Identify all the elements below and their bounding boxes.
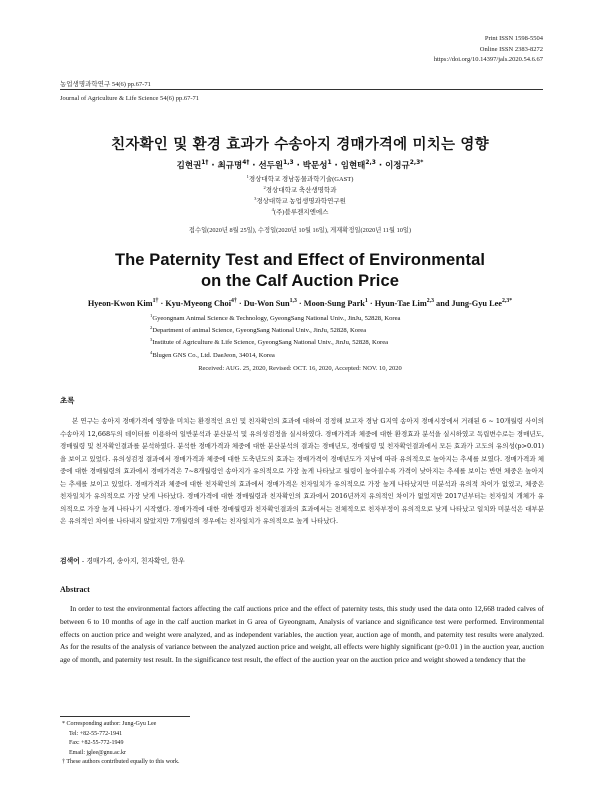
english-dates: Received: AUG. 25, 2020, Revised: OCT. 16, 2020, Accepted: NOV. 10, 2020 [198,365,402,372]
footnote-tel: Tel: +82-55-772-1941 [69,730,123,737]
en-affiliation-text: Gyeongnam Animal Science & Technology, GyeongSang National Univ., JinJu, 52828, Korea [152,315,401,322]
en-author-sup: 2,3* [502,298,513,305]
en-journal-ref: Journal of Agriculture & Life Science 54(6) pp.67-71 [60,95,199,102]
korean-abstract-heading: 초록 [60,396,75,405]
korean-affiliations [0,174,600,218]
en-affiliation-text: Blugen GNS Co., Ltd. DaeJeon, 34014, Korea [152,351,275,359]
kr-author-sep: · [375,161,386,171]
kr-affiliation [0,207,600,218]
korean-dates: 접수일(2020년 8월 25일), 수정일(2020년 10월 16일), 게재확정일(2020년 11월 10일) [188,227,412,234]
keywords-list: - 경매가격, 송아지, 친자확인, 한우 [79,557,185,565]
en-author-sep: · [367,299,375,308]
english-title-line2: on the Calf Auction Price [200,272,400,290]
en-author-sup: 2,3 [426,298,434,305]
en-author-name: Kyu-Myeong Choi [165,299,231,308]
kr-affiliation-text: (주)블루젠지엔에스 [273,209,329,216]
en-author-name: Jung-Gyu Lee [451,299,502,308]
kr-author-name: 임현태 [340,161,366,171]
en-author-name: Moon-Sung Park [303,299,365,308]
en-affiliation-num: 3 [150,337,153,343]
en-author-sup: 1 [364,298,368,305]
kr-author-sup: 1† [201,159,209,167]
english-abstract: In order to test the environmental factors affecting the calf auctions price and the effect of paternity tests, this study used the data onto 12,668 traded calves of between 6 to 10 months of age in the calf auction market in G area of Gyeongnam, Analysis of variance and significance test were performed. Environmental effects on auction price and weight were analyzed, and as independent variables, the auction year, auction age of month, and paternity test results were analyzed. As for the results of the analysis of variance between the analyzed auction price and weight, all effects were highly significant (p>0.01 ) in the auction year, auction age of month, and paternity test result. In the significance test result, the effect of the auction year on the auction price and weight showed a tendency that the [60,604,544,665]
kr-author-sep: · [293,161,303,171]
en-affiliation [150,325,510,337]
footnote-equal-contribution: † These authors contributed equally to this work. [62,759,180,766]
kr-author-name: 선두원 [258,161,284,171]
kr-author-sup: 1,3 [283,159,294,167]
kr-author-sup: 1 [327,159,332,167]
en-author-sep: · [236,299,244,308]
kr-affiliation-num: 2 [263,184,266,190]
en-affiliation [150,337,510,349]
kr-author-name: 이정규 [385,161,410,171]
kr-journal-ref: 농업생명과학연구 54(6) pp.67-71 [60,81,151,88]
english-affiliations [150,313,510,362]
print-issn: Print ISSN 1598-5504 [484,35,543,42]
online-issn: Online ISSN 2383-8272 [479,45,543,53]
kr-author-sup: 4† [242,159,250,167]
kr-affiliation [0,196,600,207]
footnote-email[interactable]: Email: jglee@gnu.ac.kr [69,749,127,756]
kr-affiliation-num: 4 [271,206,274,212]
english-abstract-heading: Abstract [60,585,90,594]
kr-author-name: 최규명 [217,161,243,171]
en-affiliation [150,313,510,325]
kr-affiliation [0,185,600,196]
kr-affiliation-text: 경상대학교 축산생명학과 [265,187,337,194]
kr-author-sep: · [331,161,341,171]
en-author-sep: and [433,299,452,308]
kr-author-name: 김현권 [176,161,202,171]
kr-affiliation-num: 3 [254,195,257,201]
english-title-line1: The Paternity Test and Effect of Environmental [114,251,486,269]
footnotes [62,720,180,768]
footnote-corresponding: * Corresponding author: Jung-Gyu Lee [62,721,157,727]
kr-author-sup: 2,3 [365,159,376,167]
kr-author-sup: 2,3* [409,159,424,167]
keywords-label: 검색어 [60,557,80,565]
footnote-rule [60,716,190,717]
en-affiliation-text: Institute of Agriculture & Life Science, GyeongSang National Univ., JinJu, 52828, Korea [152,339,389,347]
kr-affiliation-text: 경상대학교 경남동물과학기술(GAST) [248,176,354,183]
en-author-sep: · [296,299,304,308]
en-affiliation-text: Department of animal Science, GyeongSang National Univ., JinJu, 52828, Korea [152,327,367,335]
korean-title: 친자확인 및 환경 효과가 수송아지 경매가격에 미치는 영향 [111,137,489,153]
korean-authors [0,159,600,171]
kr-affiliation-num: 1 [246,173,249,179]
kr-affiliation-text: 경상대학교 농업생명과학연구원 [256,198,346,205]
doi-link[interactable]: https://doi.org/10.14397/jals.2020.54.6.67 [433,56,543,63]
footnote-fax: Fax: +82-55-772-1949 [69,740,124,747]
english-title [0,250,600,292]
en-author-sup: 1† [152,298,159,305]
en-author-sup: 4† [231,298,237,305]
kr-author-sep: · [208,161,218,171]
en-author-name: Hyun-Tae Lim [374,299,427,308]
korean-keywords [60,555,185,565]
en-affiliation-num: 4 [150,349,153,355]
en-affiliation-num: 1 [150,312,153,318]
english-authors [0,299,600,308]
en-author-name: Hyeon-Kwon Kim [87,299,153,308]
kr-author-sep: · [249,161,259,171]
en-author-sep: · [158,299,166,308]
kr-author-name: 박문성 [302,161,328,171]
en-affiliation [150,350,510,362]
en-author-name: Du-Won Sun [243,299,290,308]
en-affiliation-num: 2 [150,325,153,331]
header-rule [60,89,543,90]
korean-abstract: 본 연구는 송아지 경매가격에 영향을 미치는 환경적인 요인 및 친자확인의 효과에 대하여 검정해 보고자 경남 G지역 송아지 경매시장에서 거래된 6 ~ 10개월령 사이의 수송아지 12,668두의 데이터를 이용하여 일반분석과 분산분석 및 유의성검정을 실시하였다. 경매가격과 체중에 대한 환경효과 분석을 실시하였고 독립변수로는 경매년도, 경매월령 및 친자확인결과를 분석하였다. 분석한 경매가격과 체중에 대한 분산분석의 결과는 경매년도, 경매월령 및 친자확인결과에서 모든 효과가 고도의 유의성(p>0.01)을 보이고 있었다. 유의성검정 결과에서 경매가격과 체중에 대한 도축년도의 효과는 경매가격이 경매년도가 지남에 따라 유의적으로 높아지는 추세를 보였다. 경매가격과 체중에 대한 경매월령의 효과에서 경매가격은 7~8개월령인 송아지가 유의적으로 가장 높게 나타났고 월령이 높아질수록 가격이 낮아지는 추세를 보이는 반면 체중은 높아지는 추세를 보이고 있었다. 경매가격과 체중에 대한 친자확인의 효과에서 경매가격은 친자일치가 유의적으로 가장 높게 나타났지만 미분석과 유의적 차이가 없었고, 체중은 친자일치가 유의적으로 가장 낮게 나타났다. 경매가격에 대한 경매월령과 친자확인의 효과에서 2016년까지 유의적인 차이가 없었지만 2017년부터는 친자일치 개체가 유의적으로 가장 높게 나타나기 시작했다. 경매가격에 대한 경매월령과 친자확인결과의 효과에서는 전체적으로 친자부정이 유의적으로 낮게 나타났고 일치와 미분석은 대부분은 유의적인 차이를 나타내지 않았지만 7개월령의 경우에는 친자일치가 유의적으로 높게 나타났다. [60,417,544,525]
header-right [434,34,543,66]
kr-affiliation [0,174,600,185]
en-author-sup: 1,3 [289,298,297,305]
